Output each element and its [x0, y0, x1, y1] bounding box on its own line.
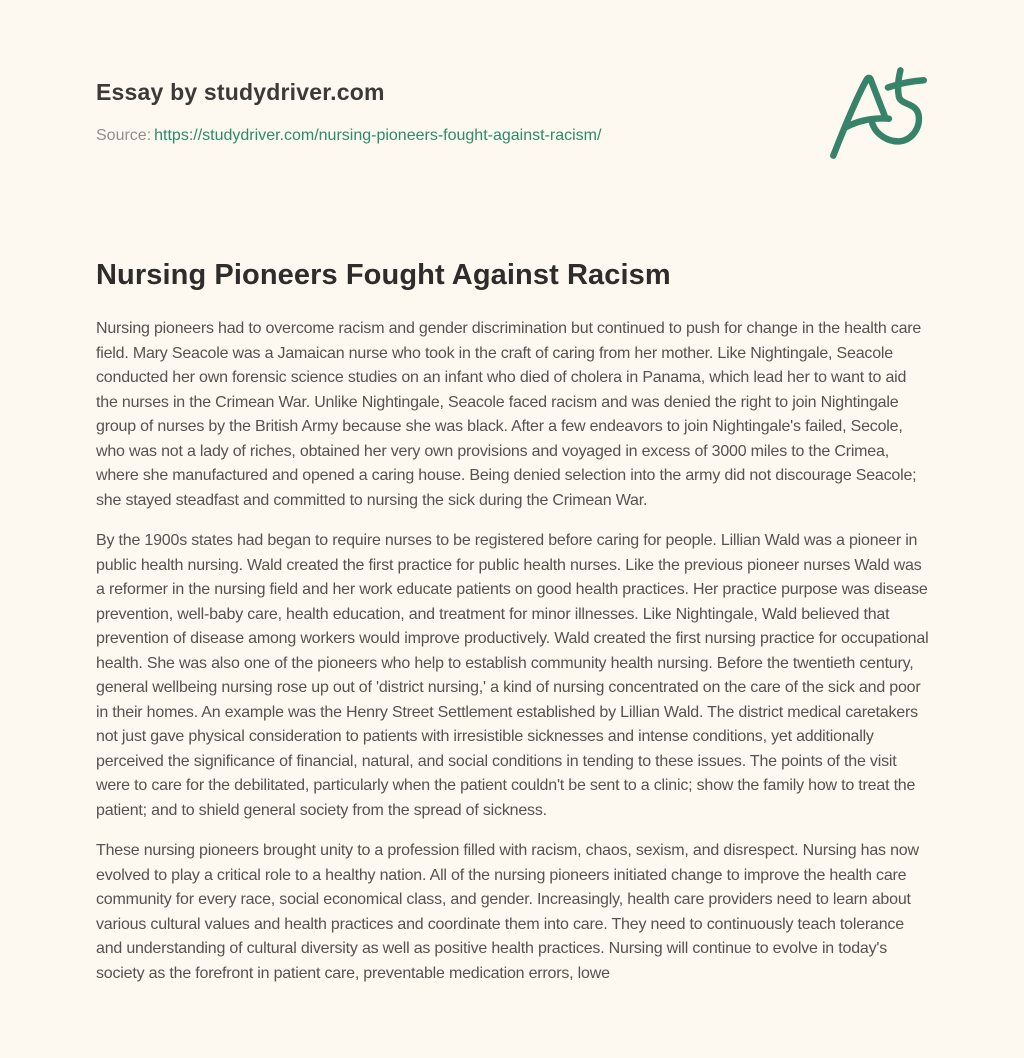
essay-paragraph-3: These nursing pioneers brought unity to a profession filled with racism, chaos, sexism, and disrespect. Nursing has now evolved to play a critical role to a healthy nation. All of the nursing pioneers initiated change to improve the health care community for every race, social economical class, and gender. Increasingly, health care providers need to learn about various cultural values and health practices and coordinate them into care. They need to continuously teach tolerance and understanding of cultural diversity as well as positive health practices. Nursing will continue to evolve in today's society as the forefront in patient care, preventable medication errors, lowe: [96, 842, 919, 982]
a-plus-logo-icon: [825, 60, 929, 166]
essay-paragraph-1: Nursing pioneers had to overcome racism and gender discrimination but continued to push for change in the health care field. Mary Seacole was a Jamaican nurse who took in the craft of caring from her mother. Like Nightingale, Seacole conducted her own forensic science studies on an infant who died of cholera in Panama, which lead her to want to aid the nurses in the Crimean War. Unlike Nightingale, Seacole faced racism and was denied the right to join Nightingale group of nurses by the British Army because she was black. After a few endeavors to join Nightingale's failed, Secole, who was not a lady of riches, obtained her very own provisions and voyaged in excess of 3000 miles to the Crimea, where she manufactured and opened a caring house. Being denied selection into the army did not discourage Seacole; she stayed steadfast and committed to nursing the sick during the Crimean War.: [96, 320, 922, 509]
source-link[interactable]: https://studydriver.com/nursing-pioneers-fought-against-racism/: [154, 127, 602, 144]
header: [96, 78, 930, 146]
essay-title: Nursing Pioneers Fought Against Racism: [96, 259, 671, 291]
page-title: Essay by studydriver.com: [96, 79, 385, 105]
essay-body: [96, 317, 930, 986]
essay-paragraph-2: By the 1900s states had began to require nurses to be registered before caring for people. Lillian Wald was a pioneer in public health nursing. Wald created the first practice for public health nurses. Like the previous pioneer nurses Wald was a reformer in the nursing field and her work educate patients on good health practices. Her practice purpose was disease prevention, well-baby care, health education, and treatment for minor illnesses. Like Nightingale, Wald believed that prevention of disease among workers would improve productively. Wald created the first nursing practice for occupational health. She was also one of the pioneers who help to establish community health nursing. Before the twentieth century, general wellbeing nursing rose up out of 'district nursing,' a kind of nursing concentrated on the care of the sick and poor in their homes. An example was the Henry Street Settlement established by Lillian Wald. The district medical caretakers not just gave physical consideration to patients with irresistible sicknesses and intense conditions, yet additionally perceived the significance of financial, natural, and social conditions in tending to these issues. The points of the visit were to care for the debilitated, particularly when the patient couldn't be sent to a clinic; show the family how to treat the patient; and to shield general society from the spread of sickness.: [96, 532, 929, 819]
source-line: [96, 126, 930, 146]
source-label: Source:: [96, 127, 152, 144]
